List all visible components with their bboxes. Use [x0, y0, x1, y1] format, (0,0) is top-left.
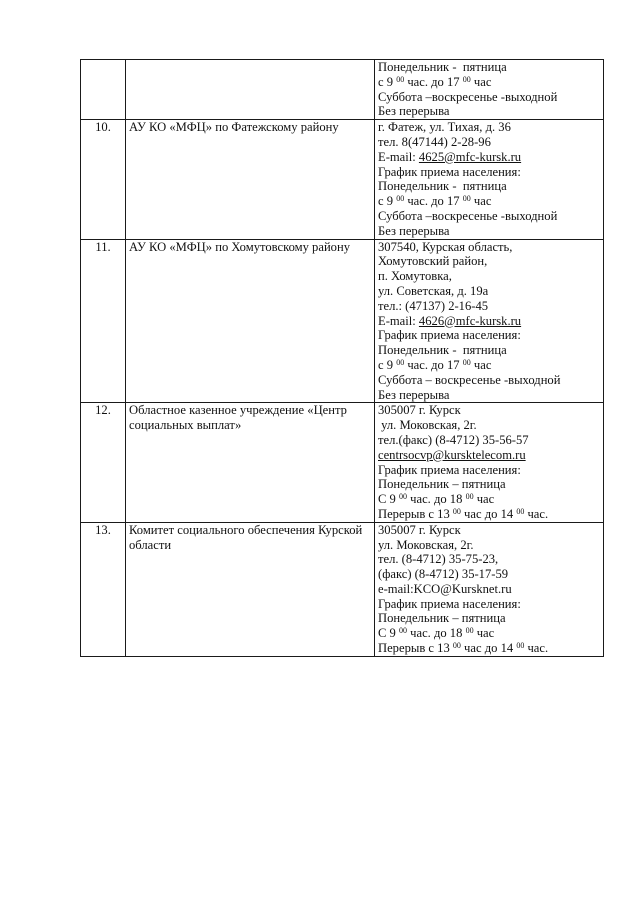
email-line: [378, 314, 600, 329]
email-link[interactable]: 4626@mfc-kursk.ru: [418, 313, 522, 328]
info-line: 305007 г. Курск: [378, 403, 461, 418]
schedule-text: час до 14: [460, 506, 517, 521]
row-number: [81, 60, 126, 120]
schedule-line: [378, 492, 600, 507]
schedule-text: час. до 17: [404, 74, 463, 89]
info-line: (факс) (8-4712) 35-17-59: [378, 567, 509, 582]
row-number: 10.: [81, 120, 126, 239]
info-line: Понедельник - пятница: [378, 179, 507, 194]
info-line: 307540, Курская область,: [378, 239, 513, 254]
info-line: График приема населения:: [378, 596, 521, 611]
info-line: п. Хомутовка,: [378, 269, 452, 284]
schedule-line: [378, 641, 600, 656]
time-minutes-superscript: 00: [396, 74, 405, 84]
schedule-text: час: [473, 492, 495, 507]
schedule-text: час: [470, 357, 492, 372]
table-row: [81, 403, 604, 522]
schedule-text: час.: [524, 641, 549, 656]
info-line: Суббота – воскресенье -выходной: [378, 372, 561, 387]
info-line: Понедельник – пятница: [378, 611, 506, 626]
time-minutes-superscript: 00: [462, 357, 471, 367]
info-line: График приема населения:: [378, 462, 521, 477]
schedule-text: С 9: [378, 626, 399, 641]
schedule-line: [378, 626, 600, 641]
email-link[interactable]: centrsocvp@kursktelecom.ru: [378, 447, 526, 462]
info-line: ул. Моковская, 2г.: [378, 418, 477, 433]
schedule-text: час. до 18: [407, 492, 466, 507]
schedule-text: С 9: [378, 492, 399, 507]
email-prefix: E-mail:: [378, 149, 419, 164]
info-line: тел.(факс) (8-4712) 35-56-57: [378, 432, 529, 447]
time-minutes-superscript: 00: [516, 506, 525, 516]
time-minutes-superscript: 00: [452, 641, 461, 651]
schedule-line: [378, 75, 600, 90]
organization-name: [126, 60, 375, 120]
info-line: Хомутовский район,: [378, 254, 488, 269]
time-minutes-superscript: 00: [462, 74, 471, 84]
info-line: тел.: (47137) 2-16-45: [378, 298, 489, 313]
schedule-line: [378, 194, 600, 209]
info-line: 305007 г. Курск: [378, 522, 461, 537]
info-line: Без перерыва: [378, 104, 450, 119]
email-line: [378, 150, 600, 165]
services-table: [80, 59, 604, 657]
time-minutes-superscript: 00: [465, 492, 474, 502]
time-minutes-superscript: 00: [396, 194, 405, 204]
info-line: Понедельник - пятница: [378, 343, 507, 358]
row-number: 13.: [81, 522, 126, 656]
email-link[interactable]: 4625@mfc-kursk.ru: [418, 149, 522, 164]
time-minutes-superscript: 00: [465, 626, 474, 636]
time-minutes-superscript: 00: [516, 641, 525, 651]
table-row: [81, 522, 604, 656]
contact-info: [375, 522, 604, 656]
info-line: ул. Советская, д. 19а: [378, 283, 489, 298]
contact-info: [375, 60, 604, 120]
info-line: Понедельник – пятница: [378, 477, 506, 492]
schedule-text: с 9: [378, 194, 397, 209]
table-row: [81, 239, 604, 403]
info-line: тел. (8-4712) 35-75-23,: [378, 552, 499, 567]
schedule-text: час до 14: [460, 641, 517, 656]
schedule-text: с 9: [378, 357, 397, 372]
organization-name: АУ КО «МФЦ» по Хомутовскому району: [126, 239, 375, 403]
organization-name: Областное казенное учреждение «Центр социальных выплат»: [126, 403, 375, 522]
info-line: ул. Моковская, 2г.: [378, 537, 474, 552]
time-minutes-superscript: 00: [399, 492, 407, 502]
schedule-text: час: [473, 626, 495, 641]
info-line: Понедельник - пятница: [378, 60, 507, 74]
time-minutes-superscript: 00: [399, 626, 407, 636]
schedule-text: Перерыв с 13: [378, 506, 453, 521]
schedule-text: час.: [524, 506, 549, 521]
info-line: График приема населения:: [378, 328, 521, 343]
row-number: 11.: [81, 239, 126, 403]
info-line: Суббота –воскресенье -выходной: [378, 208, 558, 223]
row-number: 12.: [81, 403, 126, 522]
organization-name: АУ КО «МФЦ» по Фатежскому району: [126, 120, 375, 239]
info-line: г. Фатеж, ул. Тихая, д. 36: [378, 120, 511, 135]
table-row: [81, 120, 604, 239]
schedule-text: час. до 17: [404, 357, 463, 372]
contact-info: [375, 239, 604, 403]
schedule-text: час: [470, 74, 492, 89]
info-line: График приема населения:: [378, 164, 521, 179]
email-prefix: E-mail:: [378, 313, 419, 328]
info-line: Без перерыва: [378, 223, 450, 238]
time-minutes-superscript: 00: [452, 506, 461, 516]
info-line: e-mail:KCO@Kursknet.ru: [378, 581, 512, 596]
time-minutes-superscript: 00: [396, 357, 405, 367]
schedule-text: час. до 17: [404, 194, 463, 209]
schedule-text: час: [470, 194, 492, 209]
schedule-text: час. до 18: [407, 626, 466, 641]
schedule-line: [378, 507, 600, 522]
email-line: [378, 448, 600, 463]
info-line: Суббота –воскресенье -выходной: [378, 89, 558, 104]
schedule-text: с 9: [378, 74, 397, 89]
contact-info: [375, 403, 604, 522]
schedule-text: Перерыв с 13: [378, 641, 453, 656]
schedule-line: [378, 358, 600, 373]
organization-name: Комитет социального обеспечения Курской области: [126, 522, 375, 656]
contact-info: [375, 120, 604, 239]
table-row: [81, 60, 604, 120]
info-line: Без перерыва: [378, 387, 450, 402]
info-line: тел. 8(47144) 2-28-96: [378, 134, 491, 149]
time-minutes-superscript: 00: [462, 194, 471, 204]
